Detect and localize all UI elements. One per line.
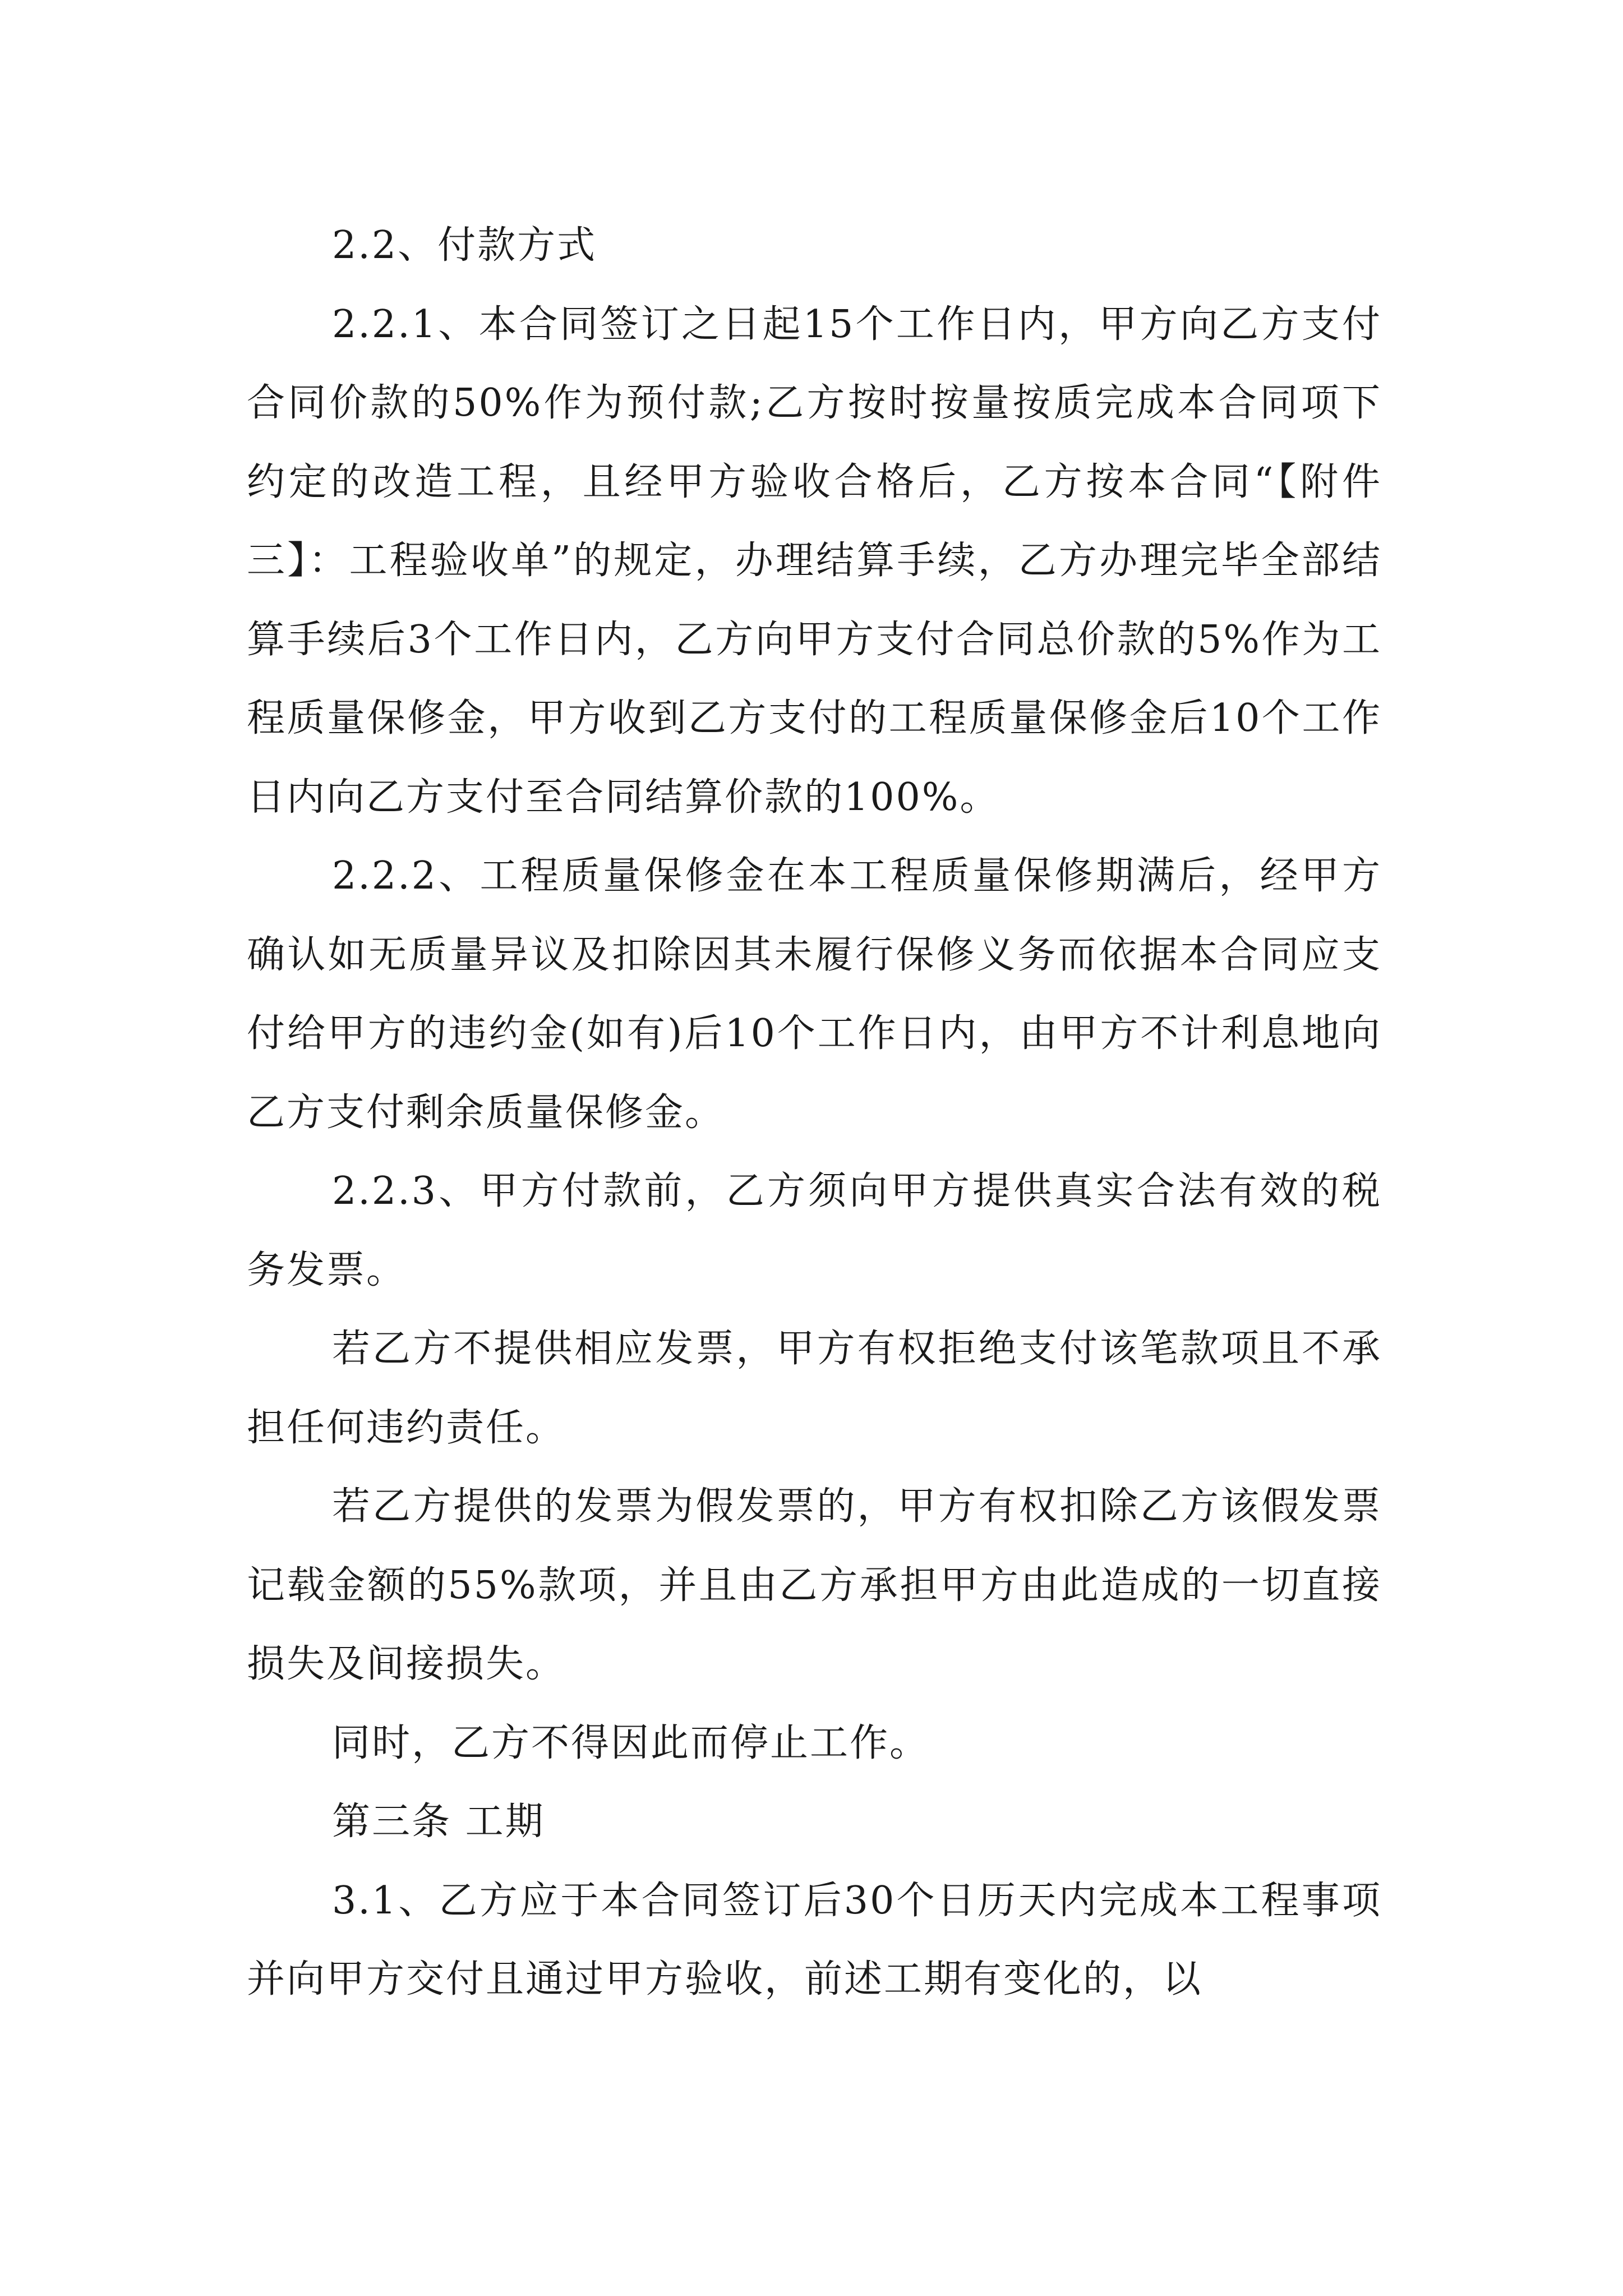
clause-2-2-1: 2.2.1、本合同签订之日起15个工作日内，甲方向乙方支付合同价款的50%作为预付款;乙方按时按量按质完成本合同项下约定的改造工程，且经甲方验收合格后，乙方按本合同“【附件三】：工程验收单”的规定，办理结算手续，乙方办理完毕全部结算手续后3个工作日内，乙方向甲方支付合同总价款的5%作为工程质量保修金，甲方收到乙方支付的工程质量保修金后10个工作日内向乙方支付至合同结算价款的100%。 <box>247 302 1382 820</box>
clause-2-2-2: 2.2.2、工程质量保修金在本工程质量保修期满后，经甲方确认如无质量异议及扣除因其未履行保修义务而依据本合同应支付给甲方的违约金(如有)后10个工作日内，由甲方不计利息地向乙方支付剩余质量保修金。 <box>247 854 1382 1135</box>
clause-2-2-3: 2.2.3、甲方付款前，乙方须向甲方提供真实合法有效的税务发票。 <box>247 1169 1382 1292</box>
section-heading-payment-method: 2.2、付款方式 <box>332 223 597 268</box>
document-body <box>247 206 1382 2019</box>
article-heading-duration: 第三条 工期 <box>332 1800 545 1844</box>
paragraph-no-work-stoppage: 同时，乙方不得因此而停止工作。 <box>332 1720 930 1765</box>
paragraph-fake-invoice: 若乙方提供的发票为假发票的，甲方有权扣除乙方该假发票记载金额的55%款项，并且由乙方承担甲方由此造成的一切直接损失及间接损失。 <box>247 1484 1382 1686</box>
clause-3-1: 3.1、乙方应于本合同签订后30个日历天内完成本工程事项并向甲方交付且通过甲方验收，前述工期有变化的，以 <box>247 1878 1382 2001</box>
paragraph-no-invoice: 若乙方不提供相应发票，甲方有权拒绝支付该笔款项且不承担任何违约责任。 <box>247 1327 1382 1450</box>
